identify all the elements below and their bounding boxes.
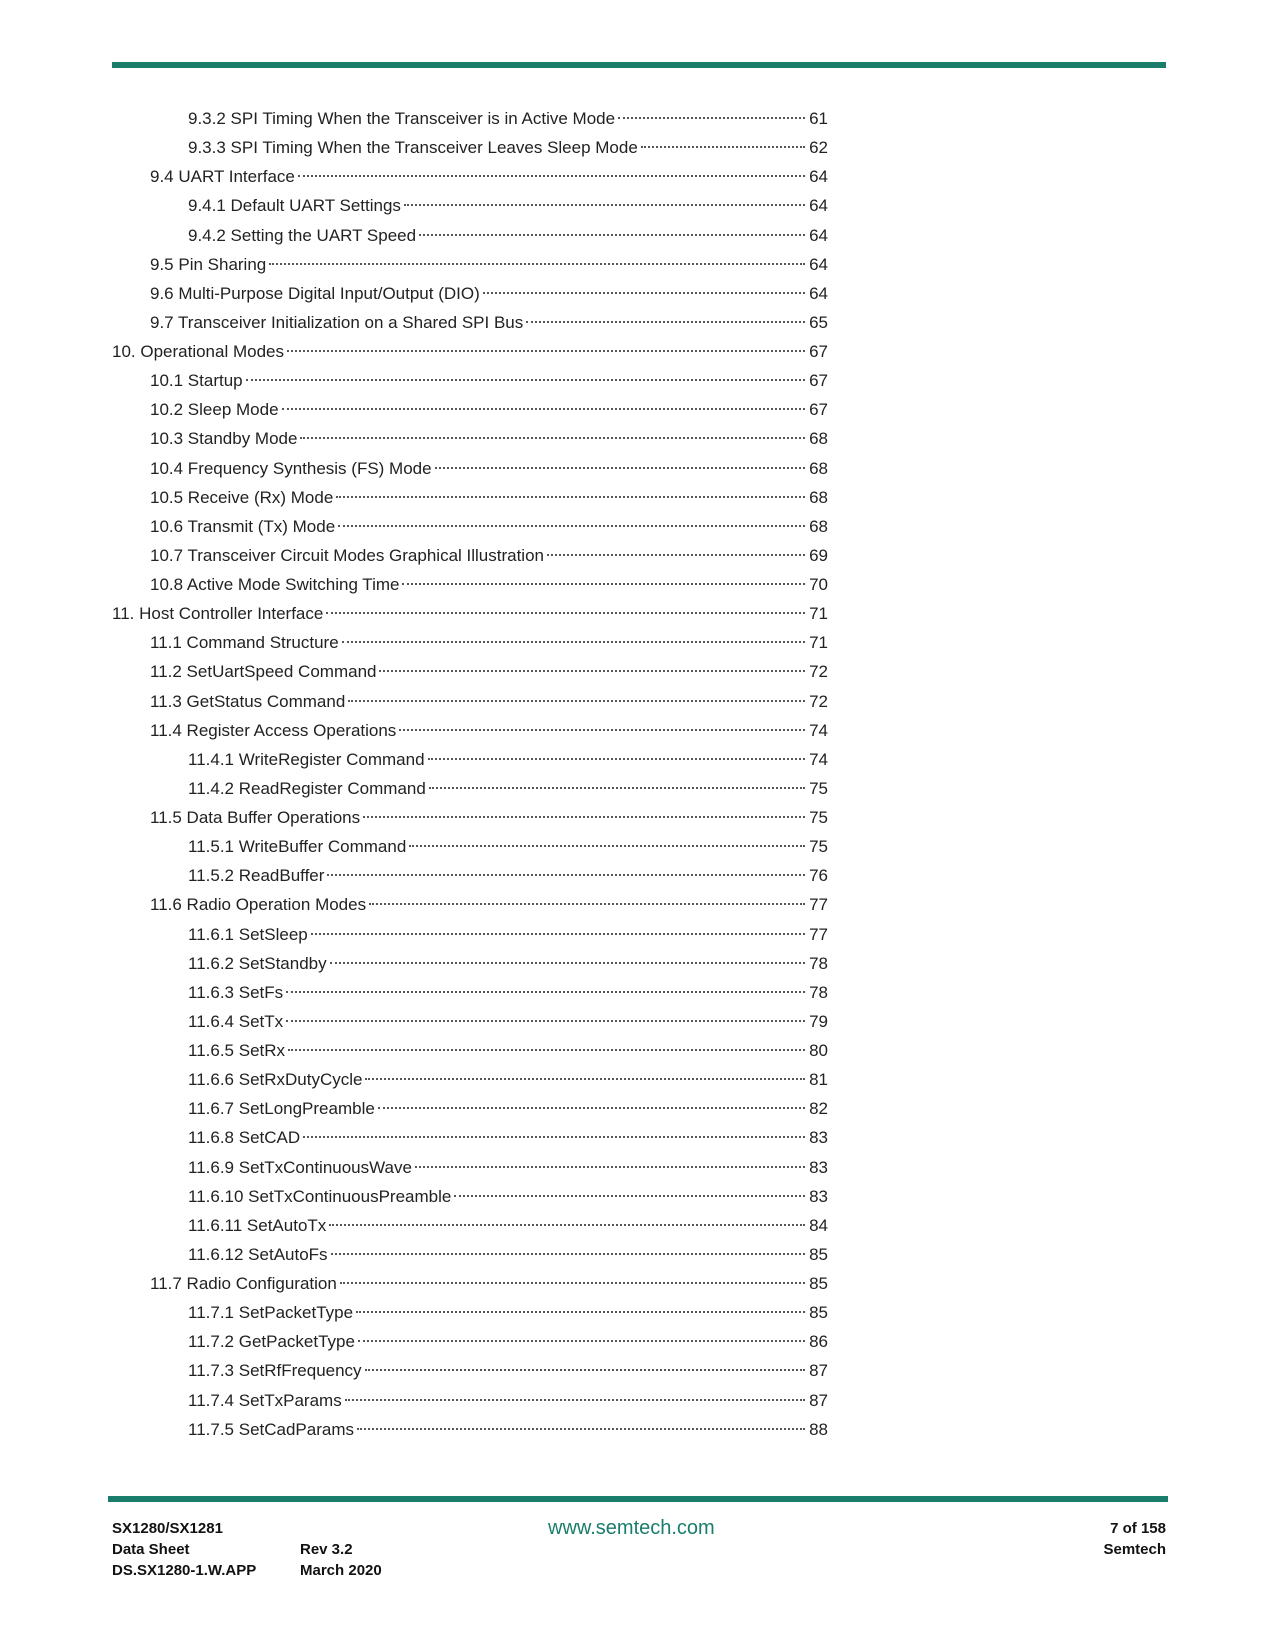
- toc-dot-leader: [330, 962, 805, 964]
- toc-entry-label: 11.6.6 SetRxDutyCycle: [188, 1070, 363, 1090]
- toc-entry[interactable]: [112, 279, 828, 308]
- toc-dot-leader: [286, 991, 805, 993]
- toc-entry-page-number: 69: [809, 545, 828, 565]
- toc-dot-leader: [288, 1049, 805, 1051]
- toc-entry[interactable]: [112, 133, 828, 162]
- toc-dot-leader: [358, 1340, 805, 1342]
- toc-entry-label: 9.3.2 SPI Timing When the Transceiver is in Active Mode: [188, 109, 616, 128]
- toc-entry-page-number: 83: [809, 1157, 828, 1177]
- toc-entry-label: 11.6.7 SetLongPreamble: [188, 1099, 375, 1119]
- toc-entry-label: 10.2 Sleep Mode: [150, 400, 279, 420]
- toc-entry-page-number: 65: [809, 312, 828, 332]
- toc-dot-leader: [369, 903, 805, 905]
- toc-entry-label: 11.7.4 SetTxParams: [188, 1390, 342, 1410]
- toc-entry-label: 11.5.2 ReadBuffer: [188, 866, 325, 886]
- toc-dot-leader: [402, 583, 805, 585]
- toc-dot-leader: [618, 117, 805, 119]
- toc-entry-label: 11.3 GetStatus Command: [150, 691, 346, 711]
- toc-entry[interactable]: [112, 512, 828, 541]
- toc-entry-page-number: 71: [809, 604, 828, 624]
- toc-dot-leader: [303, 1136, 805, 1138]
- toc-dot-leader: [419, 234, 805, 236]
- toc-dot-leader: [329, 1224, 805, 1226]
- toc-entry-label: 10. Operational Modes: [112, 342, 284, 361]
- toc-entry-label: 10.1 Startup: [150, 371, 243, 391]
- toc-dot-leader: [336, 496, 805, 498]
- header-rule: [112, 62, 1166, 68]
- toc-entry-label: 11.4.1 WriteRegister Command: [188, 749, 425, 769]
- toc-entry[interactable]: [112, 978, 828, 1007]
- toc-entry-page-number: 88: [809, 1419, 828, 1439]
- toc-entry-label: 11.6.1 SetSleep: [188, 924, 308, 944]
- toc-dot-leader: [356, 1311, 805, 1313]
- toc-entry-label: 10.7 Transceiver Circuit Modes Graphical Illustration: [150, 545, 544, 565]
- toc-entry-page-number: 68: [809, 429, 828, 449]
- toc-entry[interactable]: [112, 1065, 828, 1094]
- footer-website-link[interactable]: www.semtech.com: [548, 1517, 715, 1539]
- toc-dot-leader: [345, 1399, 805, 1401]
- toc-entry[interactable]: [112, 483, 828, 512]
- toc-entry[interactable]: [112, 1036, 828, 1065]
- toc-entry[interactable]: [112, 454, 828, 483]
- toc-dot-leader: [365, 1078, 805, 1080]
- toc-entry[interactable]: [112, 949, 828, 978]
- toc-entry-label: 11.5.1 WriteBuffer Command: [188, 837, 407, 857]
- toc-dot-leader: [428, 758, 805, 760]
- toc-entry-label: 11.6.12 SetAutoFs: [188, 1244, 328, 1264]
- toc-dot-leader: [286, 1020, 805, 1022]
- toc-entry[interactable]: [112, 570, 828, 599]
- toc-entry[interactable]: [112, 1153, 828, 1182]
- toc-dot-leader: [300, 437, 805, 439]
- toc-entry-page-number: 64: [809, 196, 828, 216]
- toc-entry-label: 10.6 Transmit (Tx) Mode: [150, 516, 336, 536]
- toc-entry-page-number: 75: [809, 837, 828, 857]
- footer-page-info: [1103, 1518, 1166, 1560]
- toc-entry-label: 11.6 Radio Operation Modes: [150, 895, 367, 915]
- toc-entry[interactable]: [112, 1269, 828, 1298]
- toc-entry-page-number: 86: [809, 1332, 828, 1352]
- toc-entry[interactable]: [112, 1007, 828, 1036]
- toc-entry[interactable]: [112, 104, 828, 133]
- toc-dot-leader: [357, 1428, 805, 1430]
- toc-entry-page-number: 85: [809, 1274, 828, 1293]
- toc-entry[interactable]: [112, 774, 828, 803]
- toc-entry-page-number: 68: [809, 516, 828, 536]
- toc-entry-page-number: 75: [809, 778, 828, 798]
- toc-entry-page-number: 87: [809, 1390, 828, 1410]
- toc-entry-label: 11. Host Controller Interface: [112, 604, 324, 624]
- toc-entry-label: 11.6.4 SetTx: [188, 1011, 284, 1031]
- toc-entry-label: 9.7 Transceiver Initialization on a Shared SPI Bus: [150, 312, 524, 332]
- toc-entry-label: 11.7.5 SetCadParams: [188, 1419, 354, 1439]
- toc-dot-leader: [526, 321, 805, 323]
- toc-entry-page-number: 72: [809, 662, 828, 682]
- toc-entry[interactable]: [112, 832, 828, 861]
- toc-dot-leader: [363, 816, 805, 818]
- toc-dot-leader: [404, 204, 805, 206]
- toc-entry[interactable]: [112, 716, 828, 745]
- toc-entry[interactable]: [112, 628, 828, 657]
- toc-entry[interactable]: [112, 1123, 828, 1152]
- toc-entry-page-number: 68: [809, 487, 828, 507]
- toc-entry-page-number: 84: [809, 1215, 828, 1235]
- toc-entry-label: 10.8 Active Mode Switching Time: [150, 575, 400, 594]
- toc-entry[interactable]: [112, 221, 828, 250]
- toc-entry-label: 9.5 Pin Sharing: [150, 254, 267, 274]
- toc-dot-leader: [342, 641, 805, 643]
- toc-entry[interactable]: [112, 541, 828, 570]
- toc-entry-label: 9.4 UART Interface: [150, 167, 295, 187]
- toc-dot-leader: [287, 350, 805, 352]
- toc-entry-label: 11.4.2 ReadRegister Command: [188, 778, 426, 798]
- toc-entry-page-number: 67: [809, 371, 828, 391]
- toc-dot-leader: [338, 525, 805, 527]
- toc-dot-leader: [246, 379, 805, 381]
- toc-dot-leader: [483, 292, 805, 294]
- toc-entry-page-number: 74: [809, 720, 828, 740]
- toc-entry[interactable]: [112, 337, 828, 366]
- toc-dot-leader: [547, 554, 805, 556]
- footer-page-number: 7 of 158: [1110, 1520, 1166, 1537]
- toc-dot-leader: [340, 1282, 805, 1284]
- toc-entry-label: 11.1 Command Structure: [150, 633, 339, 653]
- toc-dot-leader: [326, 612, 805, 614]
- toc-entry-label: 11.7.3 SetRfFrequency: [188, 1361, 362, 1381]
- toc-entry-page-number: 62: [809, 138, 828, 158]
- footer-doc-type: Data Sheet: [112, 1541, 190, 1558]
- toc-entry-label: 11.6.5 SetRx: [188, 1041, 286, 1060]
- toc-entry-label: 11.7.2 GetPacketType: [188, 1332, 355, 1352]
- toc-entry-label: 11.2 SetUartSpeed Command: [150, 662, 377, 682]
- toc-dot-leader: [331, 1253, 805, 1255]
- toc-entry[interactable]: [112, 308, 828, 337]
- toc-entry[interactable]: [112, 1415, 828, 1444]
- toc-entry-label: 11.6.9 SetTxContinuousWave: [188, 1157, 412, 1177]
- toc-entry-page-number: 82: [809, 1099, 828, 1119]
- toc-entry[interactable]: [112, 861, 828, 890]
- toc-entry-page-number: 70: [809, 575, 828, 594]
- toc-entry-label: 11.6.10 SetTxContinuousPreamble: [188, 1186, 452, 1206]
- toc-entry[interactable]: [112, 1327, 828, 1356]
- toc-entry[interactable]: [112, 1298, 828, 1327]
- toc-entry-label: 11.7 Radio Configuration: [150, 1274, 337, 1293]
- toc-entry-page-number: 72: [809, 691, 828, 711]
- footer-revision: Rev 3.2: [300, 1541, 353, 1558]
- toc-entry[interactable]: [112, 1182, 828, 1211]
- toc-entry-label: 9.4.1 Default UART Settings: [188, 196, 401, 216]
- toc-entry[interactable]: [112, 395, 828, 424]
- toc-entry-page-number: 85: [809, 1303, 828, 1323]
- toc-entry[interactable]: [112, 366, 828, 395]
- toc-entry[interactable]: [112, 1356, 828, 1385]
- toc-entry[interactable]: [112, 803, 828, 832]
- footer-doc-id: DS.SX1280-1.W.APP: [112, 1562, 257, 1579]
- toc-entry-page-number: 85: [809, 1244, 828, 1264]
- toc-entry-page-number: 78: [809, 982, 828, 1002]
- toc-entry-page-number: 78: [809, 953, 828, 973]
- toc-dot-leader: [282, 408, 805, 410]
- toc-entry-page-number: 64: [809, 167, 828, 187]
- toc-dot-leader: [415, 1166, 805, 1168]
- toc-dot-leader: [269, 263, 805, 265]
- footer-company: Semtech: [1103, 1541, 1166, 1558]
- toc-entry-page-number: 68: [809, 458, 828, 478]
- toc-entry[interactable]: [112, 1240, 828, 1269]
- footer-revision-info: [300, 1539, 382, 1581]
- toc-dot-leader: [409, 845, 805, 847]
- toc-entry[interactable]: [112, 1211, 828, 1240]
- toc-entry[interactable]: [112, 424, 828, 453]
- toc-entry[interactable]: [112, 162, 828, 191]
- toc-entry-page-number: 67: [809, 400, 828, 420]
- footer-rule: [108, 1496, 1168, 1502]
- toc-entry-page-number: 67: [809, 342, 828, 361]
- toc-entry-label: 11.6.3 SetFs: [188, 982, 284, 1002]
- toc-entry-page-number: 74: [809, 749, 828, 769]
- footer-doc-info: [112, 1518, 256, 1581]
- toc-entry-page-number: 81: [809, 1070, 828, 1090]
- footer-date: March 2020: [300, 1562, 382, 1579]
- toc-entry-page-number: 83: [809, 1186, 828, 1206]
- footer-part-number: SX1280/SX1281: [112, 1520, 223, 1537]
- toc-dot-leader: [298, 175, 805, 177]
- toc-entry-page-number: 71: [809, 633, 828, 653]
- toc-entry-label: 11.6.11 SetAutoTx: [188, 1215, 327, 1235]
- toc-dot-leader: [327, 874, 805, 876]
- toc-entry-page-number: 64: [809, 225, 828, 245]
- toc-dot-leader: [454, 1195, 805, 1197]
- toc-entry[interactable]: [112, 1386, 828, 1415]
- toc-entry[interactable]: [112, 687, 828, 716]
- toc-entry[interactable]: [112, 657, 828, 686]
- toc-entry-page-number: 87: [809, 1361, 828, 1381]
- toc-entry-page-number: 64: [809, 283, 828, 303]
- toc-entry-page-number: 64: [809, 254, 828, 274]
- toc-dot-leader: [399, 729, 805, 731]
- toc-entry[interactable]: [112, 191, 828, 220]
- toc-entry-label: 9.3.3 SPI Timing When the Transceiver Leaves Sleep Mode: [188, 138, 638, 158]
- toc-entry-label: 10.5 Receive (Rx) Mode: [150, 487, 334, 507]
- toc-entry[interactable]: [112, 599, 828, 628]
- toc-entry-label: 11.7.1 SetPacketType: [188, 1303, 354, 1323]
- toc-entry-page-number: 77: [809, 895, 828, 915]
- toc-dot-leader: [641, 146, 805, 148]
- toc-entry[interactable]: [112, 890, 828, 919]
- toc-dot-leader: [311, 933, 805, 935]
- toc-entry-label: 11.6.8 SetCAD: [188, 1128, 301, 1148]
- toc-entry-page-number: 79: [809, 1011, 828, 1031]
- toc-dot-leader: [379, 670, 805, 672]
- toc-dot-leader: [378, 1107, 805, 1109]
- toc-entry-label: 11.4 Register Access Operations: [150, 720, 397, 740]
- toc-entry-label: 9.4.2 Setting the UART Speed: [188, 225, 417, 245]
- toc-entry-page-number: 75: [809, 808, 828, 827]
- toc-entry-page-number: 83: [809, 1128, 828, 1148]
- table-of-contents: [112, 104, 828, 1444]
- toc-entry-label: 11.5 Data Buffer Operations: [150, 808, 361, 827]
- toc-entry-page-number: 80: [809, 1041, 828, 1060]
- toc-dot-leader: [348, 700, 805, 702]
- toc-entry-label: 10.4 Frequency Synthesis (FS) Mode: [150, 458, 432, 478]
- toc-entry[interactable]: [112, 920, 828, 949]
- toc-entry-page-number: 76: [809, 866, 828, 886]
- toc-entry-page-number: 77: [809, 924, 828, 944]
- toc-dot-leader: [365, 1369, 805, 1371]
- toc-entry-label: 11.6.2 SetStandby: [188, 953, 327, 973]
- toc-entry-label: 10.3 Standby Mode: [150, 429, 298, 449]
- toc-entry[interactable]: [112, 250, 828, 279]
- toc-entry[interactable]: [112, 745, 828, 774]
- toc-entry-label: 9.6 Multi-Purpose Digital Input/Output (DIO): [150, 283, 480, 303]
- toc-dot-leader: [435, 467, 805, 469]
- toc-entry-page-number: 61: [809, 109, 828, 128]
- toc-entry[interactable]: [112, 1094, 828, 1123]
- toc-dot-leader: [429, 787, 805, 789]
